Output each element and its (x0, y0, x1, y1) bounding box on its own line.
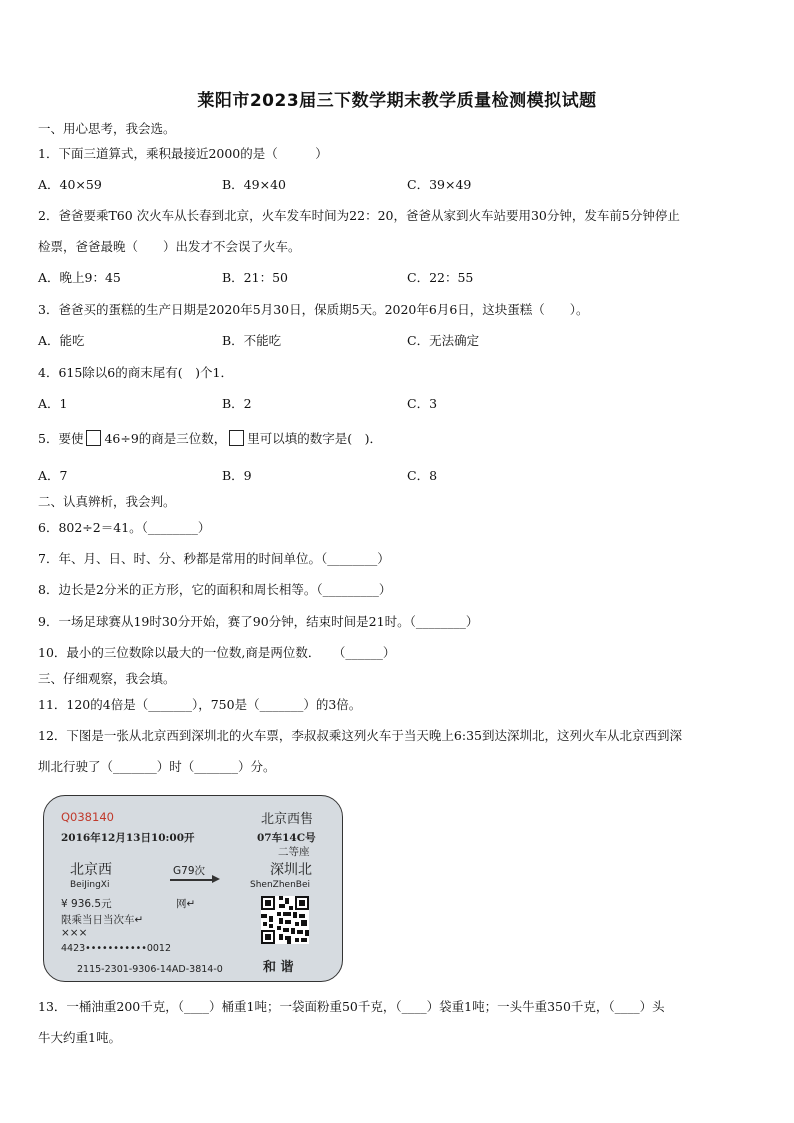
question-4: 4．615除以6的商末尾有( )个1． (38, 365, 233, 380)
question-10: 10．最小的三位数除以最大的一位数,商是两位数． （______） (38, 645, 396, 660)
question-13-line1: 13．一桶油重200千克，（____）桶重1吨；一袋面粉重50千克，（____）袋重1吨；一头牛重350千克，（____）头 (38, 999, 665, 1014)
ticket-to-pinyin: ShenZhenBei (250, 880, 310, 890)
ticket-passenger-name: ××× (61, 927, 88, 939)
ticket-station-sale: 北京西售 (261, 812, 314, 827)
question-1: 1．下面三道算式，乘积最接近2000的是（ ） (38, 146, 328, 161)
ticket-datetime: 2016年12月13日10:00开 (61, 832, 195, 844)
q3-option-b: B．不能吃 (222, 333, 282, 348)
question-11: 11．120的4倍是（_______），750是（_______）的3倍。 (38, 697, 362, 712)
ticket-from-pinyin: BeiJingXi (70, 880, 110, 890)
ticket-price: ¥ 936.5元 (61, 898, 112, 910)
q2-option-a: A．晚上9：45 (38, 270, 121, 285)
ticket-to-station: 深圳北 (270, 862, 312, 878)
q5-text-part2: 46÷9的商是三位数， (104, 431, 227, 446)
q5-blank-box-1 (86, 430, 101, 446)
q2-option-b: B．21：50 (222, 270, 288, 285)
q4-option-a: A．1 (38, 396, 68, 411)
ticket-seat-class: 二等座 (278, 846, 310, 858)
page-title: 莱阳市2023届三下数学期末教学质量检测模拟试题 (197, 91, 597, 111)
q5-text-part3: 里可以填的数字是( )． (247, 431, 383, 446)
question-12-line1: 12．下图是一张从北京西到深圳北的火车票，李叔叔乘这列火车于当天晚上6:35到达深圳北，这列火车从北京西到深 (38, 728, 682, 743)
q5-blank-box-2 (229, 430, 244, 446)
q3-option-c: C．无法确定 (407, 333, 480, 348)
section-heading-3: 三、仔细观察，我会填。 (38, 671, 176, 686)
question-2-line1: 2．爸爸要乘T60 次火车从长春到北京，火车发车时间为22：20，爸爸从家到火车站要用30分钟，发车前5分钟停止 (38, 208, 680, 223)
q5-text-part1: 5．要使 (38, 431, 84, 446)
train-ticket-figure (43, 795, 343, 982)
section-heading-2: 二、认真辨析，我会判。 (38, 494, 176, 509)
ticket-id-number: 4423•••••••••••0012 (61, 943, 171, 954)
ticket-net-mark: 网↵ (176, 898, 196, 910)
ticket-id: Q038140 (61, 810, 114, 824)
q5-option-a: A．7 (38, 468, 68, 483)
q5-option-b: B．9 (222, 468, 252, 483)
ticket-brand: 和 谐 (263, 960, 294, 975)
ticket-from-station: 北京西 (70, 862, 112, 878)
question-13-line2: 牛大约重1吨。 (38, 1030, 121, 1045)
ticket-train-number: G79次 (173, 865, 205, 877)
q1-option-a: A．40×59 (38, 177, 102, 192)
ticket-limit-note: 限乘当日当次车↵ (61, 914, 144, 926)
section-heading-1: 一、用心思考，我会选。 (38, 121, 176, 136)
ticket-arrow-icon (212, 875, 220, 883)
q1-option-c: C．39×49 (407, 177, 472, 192)
question-5 (38, 430, 382, 448)
q5-option-c: C．8 (407, 468, 438, 483)
q4-option-b: B．2 (222, 396, 252, 411)
question-12-line2: 圳北行驶了（_______）时（_______）分。 (38, 759, 276, 774)
q4-option-c: C．3 (407, 396, 438, 411)
ticket-car-seat: 07车14C号 (257, 832, 316, 844)
q3-option-a: A．能吃 (38, 333, 85, 348)
question-6: 6．802÷2＝41。（________） (38, 520, 211, 535)
question-9: 9．一场足球赛从19时30分开始，赛了90分钟，结束时间是21时。（________） (38, 614, 479, 629)
ticket-serial-number: 2115-2301-9306-14AD-3814-0 (77, 964, 223, 975)
q1-option-b: B．49×40 (222, 177, 286, 192)
question-7: 7．年、月、日、时、分、秒都是常用的时间单位。（________） (38, 551, 390, 566)
question-2-line2: 检票，爸爸最晚（ ）出发才不会误了火车。 (38, 239, 301, 254)
question-8: 8．边长是2分米的正方形，它的面积和周长相等。（_________） (38, 582, 392, 597)
ticket-qr-code-icon (261, 896, 309, 944)
question-3: 3．爸爸买的蛋糕的生产日期是2020年5月30日，保质期5天。2020年6月6日，这块蛋糕（ ）。 (38, 302, 589, 317)
q2-option-c: C．22：55 (407, 270, 474, 285)
ticket-arrow-line (170, 879, 214, 881)
